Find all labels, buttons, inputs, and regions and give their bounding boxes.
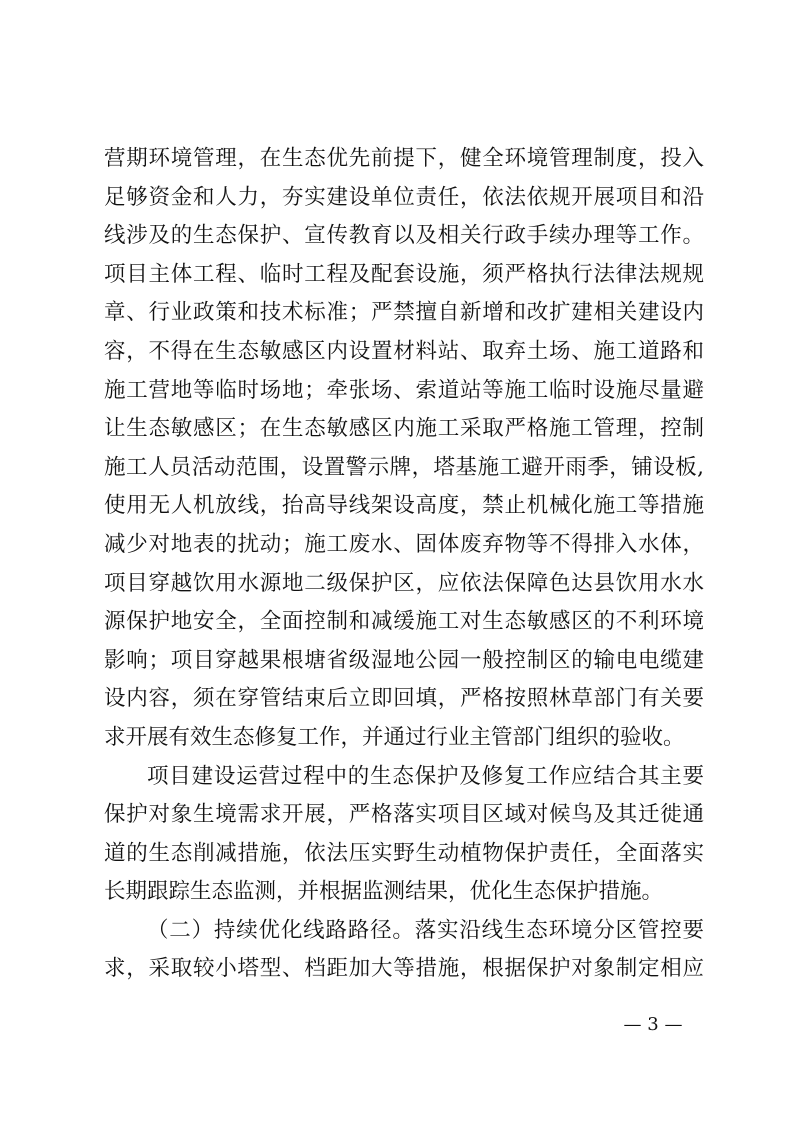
- text-line: 施工营地等临时场地；牵张场、索道站等施工临时设施尽量避: [104, 377, 704, 403]
- text-line: 长期跟踪生态监测，并根据监测结果，优化生态保护措施。: [104, 879, 664, 905]
- text-line: 足够资金和人力，夯实建设单位责任，依法依规开展项目和沿: [104, 184, 704, 210]
- text-line: 线涉及的生态保护、宣传教育以及相关行政手续办理等工作。: [104, 223, 704, 249]
- text-line: 让生态敏感区；在生态敏感区内施工采取严格施工管理，控制: [104, 416, 704, 442]
- text-line: 项目建设运营过程中的生态保护及修复工作应结合其主要: [147, 763, 704, 789]
- text-line: 容，不得在生态敏感区内设置材料站、取弃土场、施工道路和: [104, 338, 704, 364]
- text-line: 项目穿越饮用水源地二级保护区，应依法保障色达县饮用水水: [104, 570, 704, 596]
- text-line: 源保护地安全，全面控制和减缓施工对生态敏感区的不利环境: [104, 609, 704, 635]
- text-line: 道的生态削减措施，依法压实野生动植物保护责任，全面落实: [104, 840, 704, 866]
- body-text: [104, 140, 704, 989]
- text-line: 使用无人机放线，抬高导线架设高度，禁止机械化施工等措施: [104, 493, 704, 519]
- text-line: 施工人员活动范围，设置警示牌，塔基施工避开雨季，铺设板,: [104, 454, 704, 480]
- text-line: 求，采取较小塔型、档距加大等措施，根据保护对象制定相应: [104, 956, 704, 982]
- text-line: 求开展有效生态修复工作，并通过行业主管部门组织的验收。: [104, 724, 685, 750]
- text-line: 章、行业政策和技术标准；严禁擅自新增和改扩建相关建设内: [104, 300, 704, 326]
- text-line: 项目主体工程、临时工程及配套设施，须严格执行法律法规规: [104, 261, 704, 287]
- text-line: 影响；项目穿越果根塘省级湿地公园一般控制区的输电电缆建: [104, 647, 704, 673]
- text-line: 设内容，须在穿管结束后立即回填，严格按照林草部门有关要: [104, 686, 704, 712]
- page-number: — 3 —: [623, 1014, 683, 1035]
- text-line: （二）持续优化线路路径。落实沿线生态环境分区管控要: [147, 917, 704, 943]
- text-line: 减少对地表的扰动；施工废水、固体废弃物等不得排入水体，: [104, 531, 704, 557]
- text-line: 营期环境管理，在生态优先前提下，健全环境管理制度，投入: [104, 146, 704, 171]
- text-line: 保护对象生境需求开展，严格落实项目区域对候鸟及其迁徙通: [104, 802, 704, 828]
